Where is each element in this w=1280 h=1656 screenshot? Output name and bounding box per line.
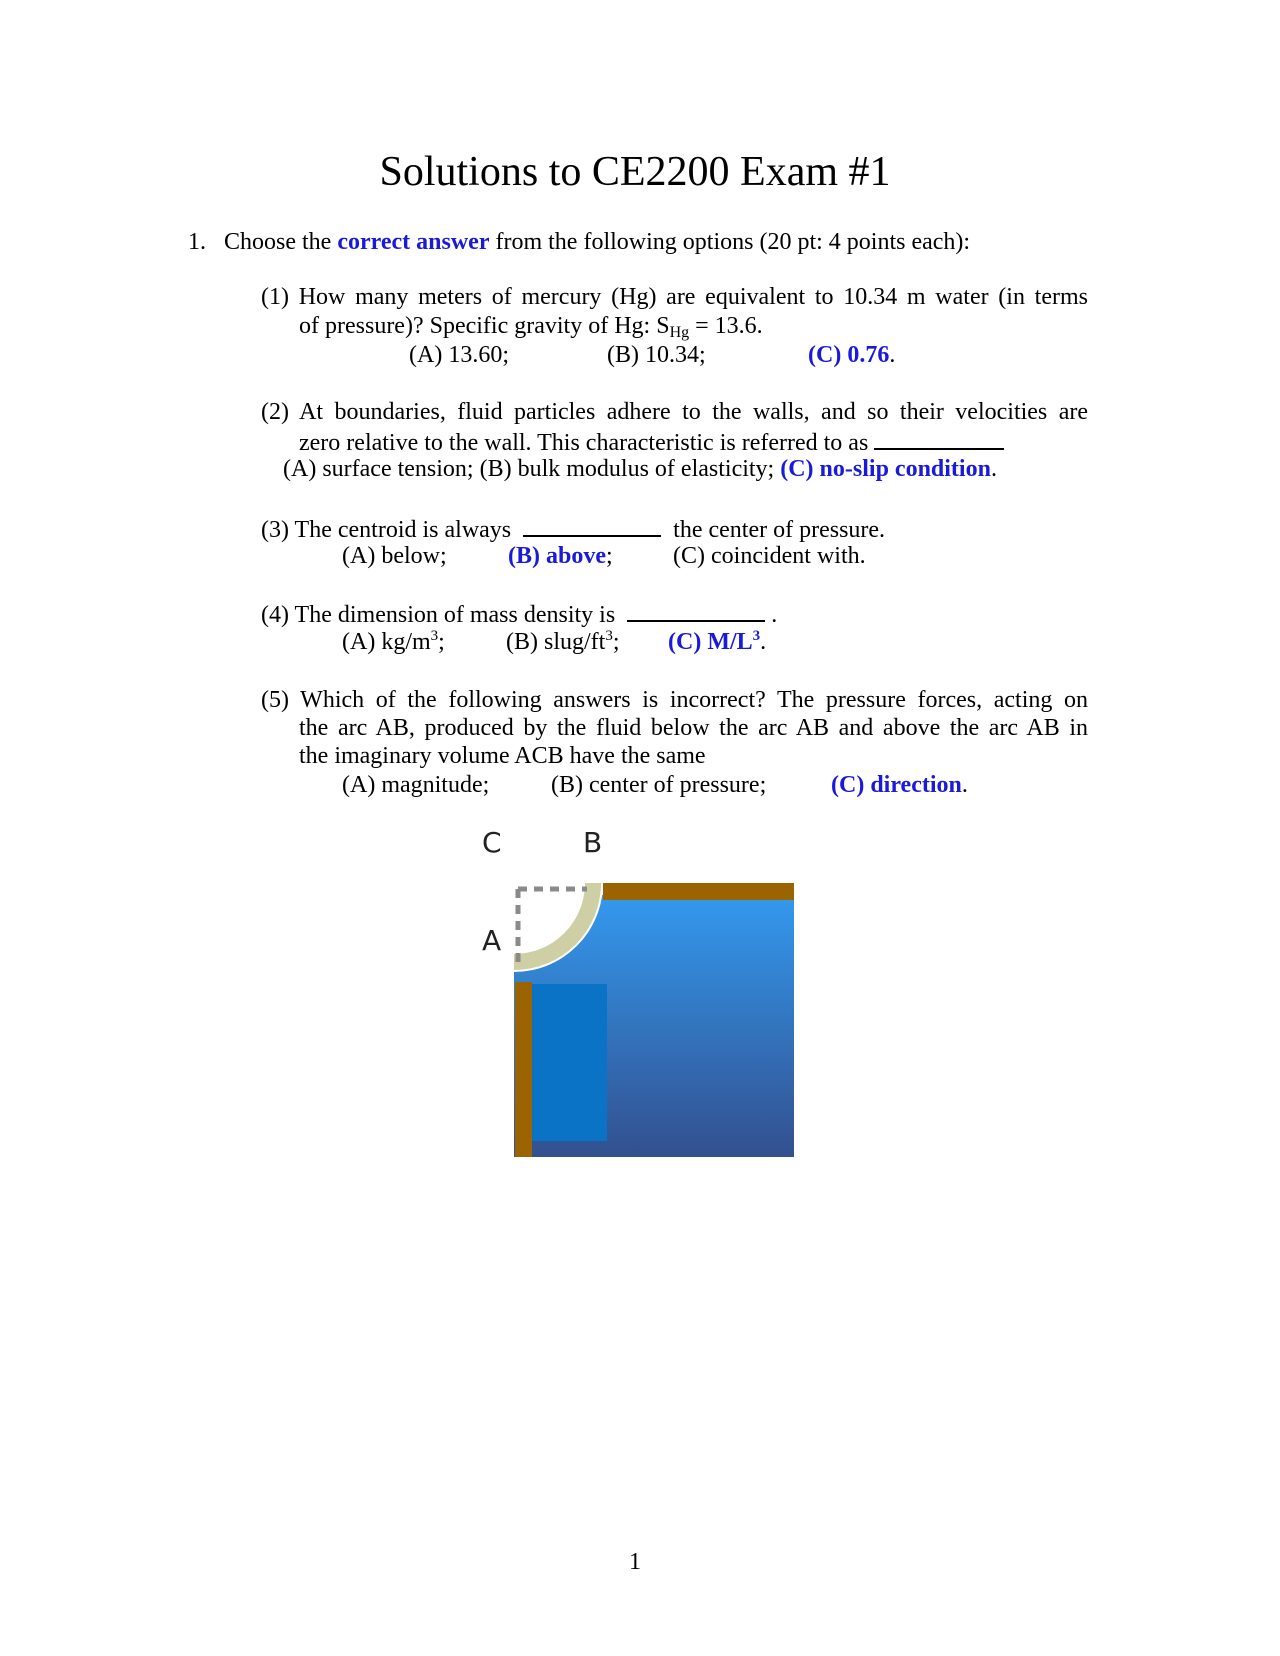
arc-diagram bbox=[482, 826, 815, 1160]
answer-blank bbox=[627, 598, 765, 622]
subscript-hg: Hg bbox=[669, 324, 690, 341]
label-b: B bbox=[583, 826, 603, 859]
part-3-answer: (B) above bbox=[508, 543, 606, 569]
part-1-option-b: (B) 10.34; bbox=[607, 342, 706, 368]
page-number: 1 bbox=[629, 1549, 641, 1575]
part-2-line-1: (2) At boundaries, fluid particles adhere to the walls, and so their velocities are bbox=[261, 399, 1088, 425]
part-5-line-1: (5) Which of the following answers is incorrect? The pressure forces, acting on bbox=[261, 687, 1088, 713]
arc-diagram-svg bbox=[485, 850, 815, 1160]
question-1-heading bbox=[224, 228, 970, 256]
inner-block bbox=[532, 984, 607, 1141]
part-3-option-a: (A) below; bbox=[342, 543, 447, 569]
part-1-option-c: (C) 0.76. bbox=[808, 342, 896, 368]
part-4-line-1: (4) The dimension of mass density is . bbox=[261, 598, 777, 629]
part-5-option-a: (A) magnitude; bbox=[342, 772, 490, 798]
part-1-answer: (C) 0.76 bbox=[808, 342, 890, 368]
part-1-line-2: of pressure)? Specific gravity of Hg: $S_{Hg} = 13.6$. bbox=[299, 313, 763, 341]
q1-highlight: correct answer bbox=[337, 229, 490, 255]
part-2-answer: (C) no-slip condition bbox=[780, 456, 991, 482]
q1-text-before: Choose the bbox=[224, 229, 332, 255]
part-5-line-3: the imaginary volume ACB have the same bbox=[299, 743, 706, 769]
answer-blank bbox=[874, 426, 1004, 450]
part-2-options: (A) surface tension; (B) bulk modulus of elasticity; (C) no-slip condition. bbox=[283, 456, 997, 482]
q1-text-after: from the following options (20 pt: 4 points each): bbox=[495, 229, 971, 255]
top-wall bbox=[603, 883, 794, 900]
part-1-option-a: (A) 13.60; bbox=[409, 342, 509, 368]
part-4-option-c: (C) $M/L^3$. bbox=[668, 628, 767, 655]
question-number: 1. bbox=[188, 229, 206, 255]
part-4-answer: (C) $M/L^3$ bbox=[668, 628, 761, 655]
part-4-option-b: (B) slug/$ft^3$; bbox=[506, 628, 620, 655]
part-3-option-c: (C) coincident with. bbox=[673, 543, 866, 569]
part-5-line-2: the arc AB, produced by the fluid below the arc AB and above the arc AB in bbox=[299, 715, 1088, 741]
label-c: C bbox=[482, 826, 502, 859]
part-3-option-b: (B) above; bbox=[508, 543, 613, 569]
part-5-option-b: (B) center of pressure; bbox=[551, 772, 767, 798]
answer-blank bbox=[523, 513, 661, 537]
part-3-line-1: (3) The centroid is always the center of pressure. bbox=[261, 513, 885, 544]
page-title: Solutions to CE2200 Exam #1 bbox=[379, 149, 891, 195]
label-a: A bbox=[482, 924, 502, 957]
part-5-option-c: (C) direction. bbox=[831, 772, 968, 798]
part-1-line-1: (1) How many meters of mercury (Hg) are equivalent to 10.34 m water (in terms bbox=[261, 284, 1088, 310]
part-4-option-a: (A) $kg/m^3$; bbox=[342, 628, 445, 655]
left-wall bbox=[515, 982, 532, 1157]
part-5-answer: (C) direction bbox=[831, 772, 962, 798]
part-2-line-2: zero relative to the wall. This characteristic is referred to as bbox=[299, 426, 1004, 457]
